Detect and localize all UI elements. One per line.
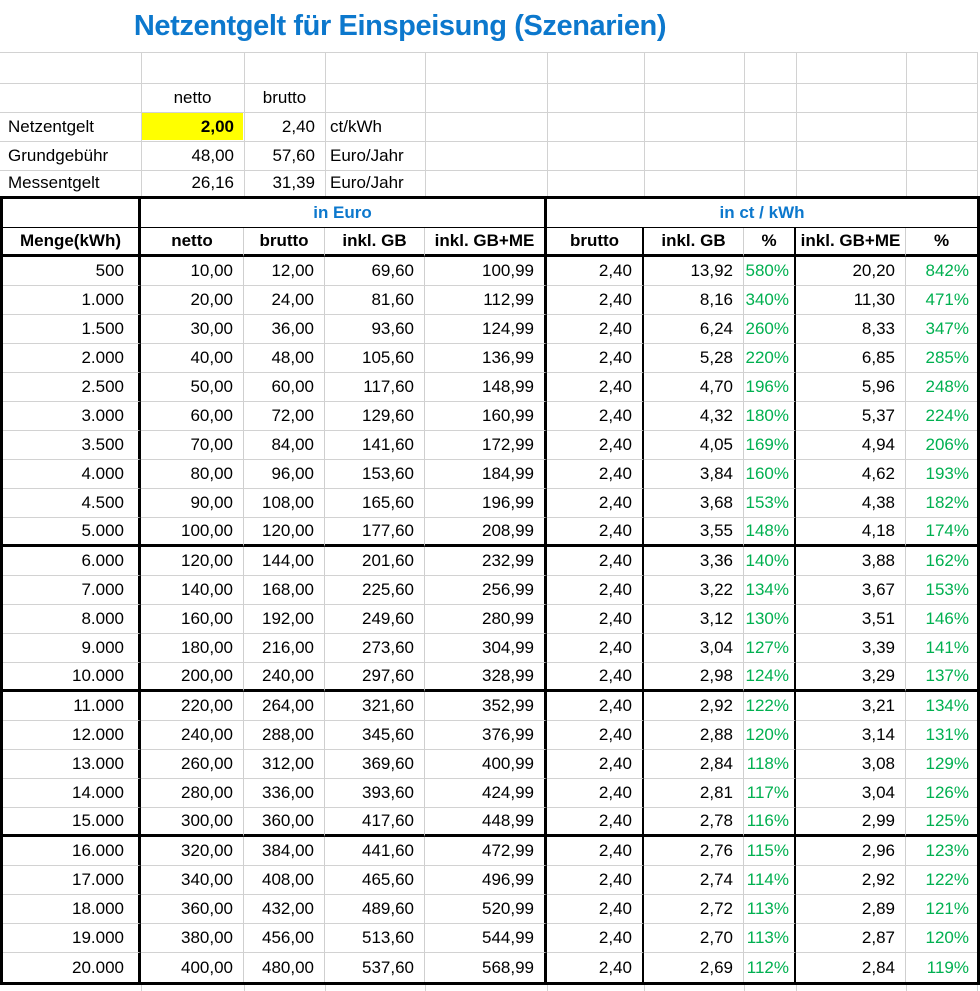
table-cell[interactable]: 208,99 bbox=[425, 518, 547, 547]
table-cell[interactable]: 2,40 bbox=[547, 634, 644, 663]
table-cell[interactable]: 2,40 bbox=[547, 721, 644, 750]
table-cell[interactable]: 2,40 bbox=[547, 402, 644, 431]
table-cell[interactable]: 2.500 bbox=[3, 373, 141, 402]
table-cell[interactable]: 471% bbox=[906, 286, 977, 315]
table-cell[interactable]: 417,60 bbox=[325, 808, 425, 837]
table-cell[interactable]: 2,40 bbox=[547, 663, 644, 692]
table-cell[interactable]: 112,99 bbox=[425, 286, 547, 315]
table-cell[interactable]: 3,88 bbox=[796, 547, 906, 576]
table-cell[interactable]: 177,60 bbox=[325, 518, 425, 547]
table-cell[interactable]: 2,40 bbox=[547, 837, 644, 866]
table-cell[interactable]: 2,40 bbox=[547, 953, 644, 982]
table-cell[interactable]: 2,96 bbox=[796, 837, 906, 866]
table-cell[interactable]: 114% bbox=[744, 866, 796, 895]
table-cell[interactable]: 174% bbox=[906, 518, 977, 547]
table-cell[interactable]: 347% bbox=[906, 315, 977, 344]
table-cell[interactable]: 225,60 bbox=[325, 576, 425, 605]
param-col-header-brutto[interactable]: brutto bbox=[262, 87, 307, 107]
table-cell[interactable]: 184,99 bbox=[425, 460, 547, 489]
table-cell[interactable]: 3,04 bbox=[644, 634, 744, 663]
table-cell[interactable]: 193% bbox=[906, 460, 977, 489]
table-cell[interactable]: 256,99 bbox=[425, 576, 547, 605]
table-cell[interactable]: 20,20 bbox=[796, 257, 906, 286]
table-cell[interactable]: 2,81 bbox=[644, 779, 744, 808]
gridline bbox=[906, 52, 907, 196]
table-cell[interactable]: 1.500 bbox=[3, 315, 141, 344]
column-header-inkl-gb[interactable]: inkl. GB bbox=[644, 228, 744, 257]
gridline bbox=[547, 985, 548, 991]
table-cell[interactable]: 3,14 bbox=[796, 721, 906, 750]
param-grundgebuehr-unit: Euro/Jahr bbox=[330, 145, 404, 165]
table-cell[interactable]: 2,70 bbox=[644, 924, 744, 953]
table-cell[interactable]: 24,00 bbox=[244, 286, 325, 315]
table-cell[interactable]: 8,33 bbox=[796, 315, 906, 344]
table-cell[interactable]: 2,92 bbox=[796, 866, 906, 895]
table-cell[interactable]: 2,40 bbox=[547, 576, 644, 605]
table-cell[interactable]: 11,30 bbox=[796, 286, 906, 315]
table-cell[interactable]: 2,40 bbox=[547, 489, 644, 518]
table-cell[interactable]: 172,99 bbox=[425, 431, 547, 460]
table-cell[interactable]: 4,18 bbox=[796, 518, 906, 547]
table-cell[interactable]: 424,99 bbox=[425, 779, 547, 808]
table-cell[interactable]: 120% bbox=[906, 924, 977, 953]
gridline bbox=[425, 985, 426, 991]
table-cell[interactable]: 200,00 bbox=[141, 663, 244, 692]
param-label-netzentgelt[interactable]: Netzentgelt bbox=[8, 116, 94, 136]
param-netzentgelt-brutto[interactable]: 2,40 bbox=[281, 116, 315, 136]
table-cell[interactable]: 2,40 bbox=[547, 373, 644, 402]
table-cell[interactable]: 13.000 bbox=[3, 750, 141, 779]
table-cell[interactable]: 96,00 bbox=[244, 460, 325, 489]
param-grundgebuehr-brutto[interactable]: 57,60 bbox=[272, 145, 315, 165]
column-header-brutto[interactable]: brutto bbox=[244, 228, 325, 257]
table-cell[interactable]: 465,60 bbox=[325, 866, 425, 895]
table-cell[interactable]: 2,84 bbox=[796, 953, 906, 982]
table-cell[interactable]: 285% bbox=[906, 344, 977, 373]
table-cell[interactable]: 472,99 bbox=[425, 837, 547, 866]
table-cell[interactable]: 2,72 bbox=[644, 895, 744, 924]
table-cell[interactable]: 3,29 bbox=[796, 663, 906, 692]
table-cell[interactable]: 192,00 bbox=[244, 605, 325, 634]
table-cell[interactable]: 2,87 bbox=[796, 924, 906, 953]
table-cell[interactable]: 196,99 bbox=[425, 489, 547, 518]
table-cell[interactable]: 180,00 bbox=[141, 634, 244, 663]
table-cell[interactable]: 280,00 bbox=[141, 779, 244, 808]
table-cell[interactable]: 400,00 bbox=[141, 953, 244, 982]
table-cell[interactable]: 3,22 bbox=[644, 576, 744, 605]
table-cell[interactable]: 60,00 bbox=[244, 373, 325, 402]
table-cell[interactable]: 2,40 bbox=[547, 344, 644, 373]
gridline bbox=[744, 52, 745, 196]
table-cell[interactable]: 123% bbox=[906, 837, 977, 866]
table-cell[interactable]: 18.000 bbox=[3, 895, 141, 924]
table-cell[interactable]: 4,05 bbox=[644, 431, 744, 460]
table-cell[interactable]: 20,00 bbox=[141, 286, 244, 315]
gridline bbox=[325, 52, 326, 196]
table-cell[interactable]: 2,40 bbox=[547, 924, 644, 953]
gridline bbox=[644, 985, 645, 991]
table-cell[interactable]: 2,69 bbox=[644, 953, 744, 982]
table-cell[interactable]: 146% bbox=[906, 605, 977, 634]
gridline bbox=[977, 52, 978, 196]
table-cell[interactable]: 500 bbox=[3, 257, 141, 286]
table-cell[interactable]: 489,60 bbox=[325, 895, 425, 924]
table-cell[interactable]: 100,00 bbox=[141, 518, 244, 547]
table-cell[interactable]: 15.000 bbox=[3, 808, 141, 837]
table-cell[interactable]: 3,68 bbox=[644, 489, 744, 518]
table-cell[interactable]: 141,60 bbox=[325, 431, 425, 460]
table-cell[interactable]: 220,00 bbox=[141, 692, 244, 721]
table-cell[interactable]: 3.000 bbox=[3, 402, 141, 431]
group-header-in-euro[interactable]: in Euro bbox=[141, 199, 547, 228]
table-cell[interactable]: 5,28 bbox=[644, 344, 744, 373]
gridline bbox=[906, 985, 907, 991]
gridline bbox=[796, 985, 797, 991]
table-cell[interactable]: 2,78 bbox=[644, 808, 744, 837]
table-cell[interactable]: 108,00 bbox=[244, 489, 325, 518]
gridline bbox=[796, 52, 797, 196]
table-cell[interactable]: 160,99 bbox=[425, 402, 547, 431]
table-cell[interactable]: 162% bbox=[906, 547, 977, 576]
table-cell[interactable]: 201,60 bbox=[325, 547, 425, 576]
table-cell[interactable]: 360,00 bbox=[141, 895, 244, 924]
param-label-messentgelt[interactable]: Messentgelt bbox=[8, 173, 100, 192]
gridline bbox=[644, 52, 645, 196]
table-cell[interactable]: 196% bbox=[744, 373, 796, 402]
table-cell[interactable]: 4,70 bbox=[644, 373, 744, 402]
table-cell[interactable]: 126% bbox=[906, 779, 977, 808]
table-cell[interactable]: 513,60 bbox=[325, 924, 425, 953]
table-cell[interactable]: 240,00 bbox=[244, 663, 325, 692]
table-cell[interactable]: 93,60 bbox=[325, 315, 425, 344]
table-cell[interactable]: 3,36 bbox=[644, 547, 744, 576]
param-netzentgelt-unit: ct/kWh bbox=[330, 116, 382, 136]
table-cell[interactable]: 520,99 bbox=[425, 895, 547, 924]
table-cell[interactable]: 148,99 bbox=[425, 373, 547, 402]
table-cell[interactable]: 300,00 bbox=[141, 808, 244, 837]
table-cell[interactable]: 448,99 bbox=[425, 808, 547, 837]
table-cell[interactable]: 10.000 bbox=[3, 663, 141, 692]
table-cell[interactable]: 842% bbox=[906, 257, 977, 286]
table-cell[interactable]: 2,88 bbox=[644, 721, 744, 750]
column-header-inkl-gb[interactable]: inkl. GB bbox=[325, 228, 425, 257]
gridline bbox=[744, 985, 745, 991]
table-cell[interactable]: 160% bbox=[744, 460, 796, 489]
param-messentgelt-brutto[interactable]: 31,39 bbox=[272, 173, 315, 192]
table-cell[interactable]: 352,99 bbox=[425, 692, 547, 721]
table-cell[interactable]: 220% bbox=[744, 344, 796, 373]
scenario-table bbox=[0, 196, 980, 985]
table-cell[interactable]: 5.000 bbox=[3, 518, 141, 547]
table-cell[interactable]: 336,00 bbox=[244, 779, 325, 808]
table-cell[interactable]: 2,74 bbox=[644, 866, 744, 895]
table-cell[interactable]: 249,60 bbox=[325, 605, 425, 634]
table-cell[interactable]: 12.000 bbox=[3, 721, 141, 750]
table-cell[interactable]: 480,00 bbox=[244, 953, 325, 982]
table-cell[interactable]: 148% bbox=[744, 518, 796, 547]
table-cell[interactable]: 3,51 bbox=[796, 605, 906, 634]
table-cell[interactable]: 297,60 bbox=[325, 663, 425, 692]
table-cell[interactable]: 117% bbox=[744, 779, 796, 808]
table-cell[interactable]: 4,94 bbox=[796, 431, 906, 460]
table-cell[interactable]: 165,60 bbox=[325, 489, 425, 518]
table-cell[interactable]: 153% bbox=[744, 489, 796, 518]
table-cell[interactable]: 137% bbox=[906, 663, 977, 692]
table-cell[interactable]: 84,00 bbox=[244, 431, 325, 460]
table-cell[interactable]: 9.000 bbox=[3, 634, 141, 663]
table-cell[interactable]: 17.000 bbox=[3, 866, 141, 895]
column-header-brutto[interactable]: brutto bbox=[547, 228, 644, 257]
table-cell[interactable]: 6,85 bbox=[796, 344, 906, 373]
column-header-inkl-gb-me[interactable]: inkl. GB+ME bbox=[796, 228, 906, 257]
table-cell[interactable]: 113% bbox=[744, 895, 796, 924]
table-cell[interactable]: 48,00 bbox=[244, 344, 325, 373]
param-netzentgelt-netto-input[interactable]: 2,00 bbox=[200, 116, 234, 136]
table-cell[interactable]: 117,60 bbox=[325, 373, 425, 402]
table-cell[interactable]: 2,40 bbox=[547, 286, 644, 315]
table-cell[interactable]: 122% bbox=[906, 866, 977, 895]
table-cell[interactable]: 19.000 bbox=[3, 924, 141, 953]
table-cell[interactable]: 537,60 bbox=[325, 953, 425, 982]
table-cell[interactable]: 8,16 bbox=[644, 286, 744, 315]
group-header-in-ct-kwh[interactable]: in ct / kWh bbox=[547, 199, 977, 228]
table-cell[interactable]: 2,40 bbox=[547, 431, 644, 460]
table-cell[interactable]: 248% bbox=[906, 373, 977, 402]
table-cell[interactable]: 441,60 bbox=[325, 837, 425, 866]
table-cell[interactable]: 105,60 bbox=[325, 344, 425, 373]
table-cell[interactable]: 14.000 bbox=[3, 779, 141, 808]
gridline bbox=[0, 52, 978, 53]
page-title: Netzentgelt für Einspeisung (Szenarien) bbox=[133, 9, 667, 42]
table-cell[interactable]: 224% bbox=[906, 402, 977, 431]
table-cell[interactable]: 369,60 bbox=[325, 750, 425, 779]
table-cell[interactable]: 260,00 bbox=[141, 750, 244, 779]
table-cell[interactable]: 160,00 bbox=[141, 605, 244, 634]
table-cell[interactable]: 1.000 bbox=[3, 286, 141, 315]
param-col-header-netto[interactable]: netto bbox=[173, 87, 212, 107]
table-cell[interactable]: 2,40 bbox=[547, 605, 644, 634]
table-cell[interactable]: 134% bbox=[744, 576, 796, 605]
table-cell[interactable]: 80,00 bbox=[141, 460, 244, 489]
table-cell[interactable]: 140% bbox=[744, 547, 796, 576]
table-cell[interactable]: 4.000 bbox=[3, 460, 141, 489]
table-cell[interactable]: 568,99 bbox=[425, 953, 547, 982]
table-cell[interactable]: 124,99 bbox=[425, 315, 547, 344]
table-cell[interactable]: 168,00 bbox=[244, 576, 325, 605]
table-cell[interactable]: 312,00 bbox=[244, 750, 325, 779]
table-cell[interactable]: 119% bbox=[926, 957, 969, 977]
table-cell[interactable]: 3,12 bbox=[644, 605, 744, 634]
table-cell[interactable]: 2,40 bbox=[547, 547, 644, 576]
table-cell[interactable]: 580% bbox=[744, 257, 796, 286]
table-cell[interactable]: 6,24 bbox=[644, 315, 744, 344]
table-cell[interactable]: 30,00 bbox=[141, 315, 244, 344]
table-cell[interactable]: 340,00 bbox=[141, 866, 244, 895]
table-cell[interactable]: 2,92 bbox=[644, 692, 744, 721]
column-header-netto[interactable]: netto bbox=[141, 228, 244, 257]
table-cell[interactable]: 5,37 bbox=[796, 402, 906, 431]
table-cell[interactable]: 2,40 bbox=[547, 257, 644, 286]
param-grundgebuehr-netto[interactable]: 48,00 bbox=[191, 145, 234, 165]
table-cell[interactable]: 8.000 bbox=[3, 605, 141, 634]
table-cell[interactable]: 7.000 bbox=[3, 576, 141, 605]
table-cell[interactable]: 544,99 bbox=[425, 924, 547, 953]
table-cell[interactable]: 153,60 bbox=[325, 460, 425, 489]
table-cell[interactable]: 2,40 bbox=[547, 866, 644, 895]
table-cell[interactable]: 380,00 bbox=[141, 924, 244, 953]
table-cell[interactable]: 360,00 bbox=[244, 808, 325, 837]
table-cell[interactable]: 169% bbox=[744, 431, 796, 460]
table-cell[interactable]: 232,99 bbox=[425, 547, 547, 576]
gridline bbox=[141, 985, 142, 991]
table-cell[interactable]: 112% bbox=[744, 953, 796, 982]
table-cell[interactable]: 36,00 bbox=[244, 315, 325, 344]
table-cell[interactable]: 2,99 bbox=[796, 808, 906, 837]
table-cell[interactable]: 400,99 bbox=[425, 750, 547, 779]
table-cell[interactable]: 12,00 bbox=[244, 257, 325, 286]
gridline bbox=[977, 985, 978, 991]
table-cell[interactable]: 2,40 bbox=[547, 808, 644, 837]
table-cell[interactable]: 288,00 bbox=[244, 721, 325, 750]
table-cell[interactable]: 124% bbox=[744, 663, 796, 692]
table-cell[interactable]: 456,00 bbox=[244, 924, 325, 953]
table-cell[interactable]: 136,99 bbox=[425, 344, 547, 373]
table-cell[interactable]: 130% bbox=[744, 605, 796, 634]
table-cell[interactable]: 384,00 bbox=[244, 837, 325, 866]
table-cell[interactable]: 2,98 bbox=[644, 663, 744, 692]
table-cell[interactable]: 320,00 bbox=[141, 837, 244, 866]
column-header-menge-kwh-[interactable]: Menge(kWh) bbox=[3, 228, 141, 257]
column-header-inkl-gb-me[interactable]: inkl. GB+ME bbox=[425, 228, 547, 257]
table-cell[interactable]: 2,40 bbox=[547, 895, 644, 924]
table-cell[interactable]: 100,99 bbox=[425, 257, 547, 286]
column-header--[interactable]: % bbox=[744, 228, 796, 257]
table-cell[interactable]: 20.000 bbox=[3, 953, 141, 982]
table-cell[interactable]: 328,99 bbox=[425, 663, 547, 692]
table-cell[interactable]: 432,00 bbox=[244, 895, 325, 924]
table-cell[interactable]: 182% bbox=[906, 489, 977, 518]
table-cell[interactable]: 153% bbox=[906, 576, 977, 605]
table-cell[interactable]: 3.500 bbox=[3, 431, 141, 460]
table-cell[interactable]: 260% bbox=[744, 315, 796, 344]
gridline bbox=[547, 52, 548, 196]
table-cell[interactable]: 81,60 bbox=[325, 286, 425, 315]
table-cell[interactable]: 131% bbox=[906, 721, 977, 750]
table-cell[interactable]: 216,00 bbox=[244, 634, 325, 663]
table-cell[interactable]: 408,00 bbox=[244, 866, 325, 895]
table-cell[interactable]: 122% bbox=[744, 692, 796, 721]
table-cell[interactable]: 120,00 bbox=[141, 547, 244, 576]
table-cell[interactable]: 118% bbox=[744, 750, 796, 779]
table-cell[interactable]: 134% bbox=[906, 692, 977, 721]
table-cell[interactable]: 141% bbox=[906, 634, 977, 663]
table-cell[interactable]: 304,99 bbox=[425, 634, 547, 663]
table-cell[interactable]: 13,92 bbox=[644, 257, 744, 286]
table-cell[interactable]: 125% bbox=[906, 808, 977, 837]
table-cell[interactable]: 4.500 bbox=[3, 489, 141, 518]
table-cell[interactable]: 3,04 bbox=[796, 779, 906, 808]
table-cell[interactable]: 273,60 bbox=[325, 634, 425, 663]
table-cell[interactable]: 345,60 bbox=[325, 721, 425, 750]
table-cell[interactable]: 321,60 bbox=[325, 692, 425, 721]
table-cell[interactable]: 240,00 bbox=[141, 721, 244, 750]
table-cell[interactable]: 140,00 bbox=[141, 576, 244, 605]
table-cell[interactable]: 2,40 bbox=[547, 692, 644, 721]
table-cell[interactable]: 120,00 bbox=[244, 518, 325, 547]
table-cell[interactable]: 2,40 bbox=[547, 460, 644, 489]
table-cell[interactable]: 90,00 bbox=[141, 489, 244, 518]
table-cell[interactable]: 2,40 bbox=[547, 779, 644, 808]
table-cell[interactable]: 72,00 bbox=[244, 402, 325, 431]
param-messentgelt-unit: Euro/Jahr bbox=[330, 173, 404, 192]
table-cell[interactable]: 10,00 bbox=[141, 257, 244, 286]
table-cell[interactable]: 6.000 bbox=[3, 547, 141, 576]
table-cell[interactable]: 2,40 bbox=[547, 315, 644, 344]
table-cell[interactable]: 496,99 bbox=[425, 866, 547, 895]
table-cell[interactable]: 2.000 bbox=[3, 344, 141, 373]
table-cell[interactable]: 2,89 bbox=[796, 895, 906, 924]
table-cell[interactable]: 69,60 bbox=[325, 257, 425, 286]
table-cell[interactable]: 4,62 bbox=[796, 460, 906, 489]
table-cell[interactable]: 113% bbox=[744, 924, 796, 953]
table-cell[interactable]: 4,32 bbox=[644, 402, 744, 431]
column-header--[interactable]: % bbox=[906, 228, 977, 257]
table-cell[interactable]: 3,08 bbox=[796, 750, 906, 779]
table-cell[interactable]: 3,55 bbox=[644, 518, 744, 547]
table-cell[interactable]: 50,00 bbox=[141, 373, 244, 402]
table-cell[interactable]: 127% bbox=[744, 634, 796, 663]
table-cell[interactable]: 5,96 bbox=[796, 373, 906, 402]
table-cell[interactable]: 376,99 bbox=[425, 721, 547, 750]
gridline bbox=[325, 985, 326, 991]
table-cell[interactable]: 40,00 bbox=[141, 344, 244, 373]
table-cell[interactable]: 60,00 bbox=[141, 402, 244, 431]
table-cell[interactable]: 3,84 bbox=[644, 460, 744, 489]
group-header-corner-cell[interactable] bbox=[3, 199, 141, 228]
table-cell[interactable]: 180% bbox=[744, 402, 796, 431]
table-cell[interactable]: 120% bbox=[744, 721, 796, 750]
table-cell[interactable]: 2,84 bbox=[644, 750, 744, 779]
table-cell[interactable]: 264,00 bbox=[244, 692, 325, 721]
table-cell[interactable]: 3,39 bbox=[796, 634, 906, 663]
table-cell[interactable]: 129% bbox=[906, 750, 977, 779]
table-cell[interactable]: 144,00 bbox=[244, 547, 325, 576]
table-cell[interactable]: 206% bbox=[906, 431, 977, 460]
table-cell[interactable]: 11.000 bbox=[3, 692, 141, 721]
table-cell[interactable]: 2,40 bbox=[547, 518, 644, 547]
table-cell[interactable]: 115% bbox=[744, 837, 796, 866]
table-cell[interactable]: 70,00 bbox=[141, 431, 244, 460]
table-cell[interactable]: 121% bbox=[906, 895, 977, 924]
table-cell[interactable]: 393,60 bbox=[325, 779, 425, 808]
table-cell[interactable]: 3,21 bbox=[796, 692, 906, 721]
table-cell[interactable]: 340% bbox=[744, 286, 796, 315]
param-messentgelt-netto[interactable]: 26,16 bbox=[191, 173, 234, 192]
table-cell[interactable]: 3,67 bbox=[796, 576, 906, 605]
param-label-grundgebuehr[interactable]: Grundgebühr bbox=[8, 145, 109, 165]
table-cell[interactable]: 2,76 bbox=[644, 837, 744, 866]
gridline bbox=[244, 985, 245, 991]
table-cell[interactable]: 116% bbox=[744, 808, 796, 837]
table-cell[interactable]: 280,99 bbox=[425, 605, 547, 634]
table-cell[interactable]: 4,38 bbox=[796, 489, 906, 518]
table-cell[interactable]: 2,40 bbox=[547, 750, 644, 779]
table-cell[interactable]: 16.000 bbox=[3, 837, 141, 866]
table-cell[interactable]: 129,60 bbox=[325, 402, 425, 431]
